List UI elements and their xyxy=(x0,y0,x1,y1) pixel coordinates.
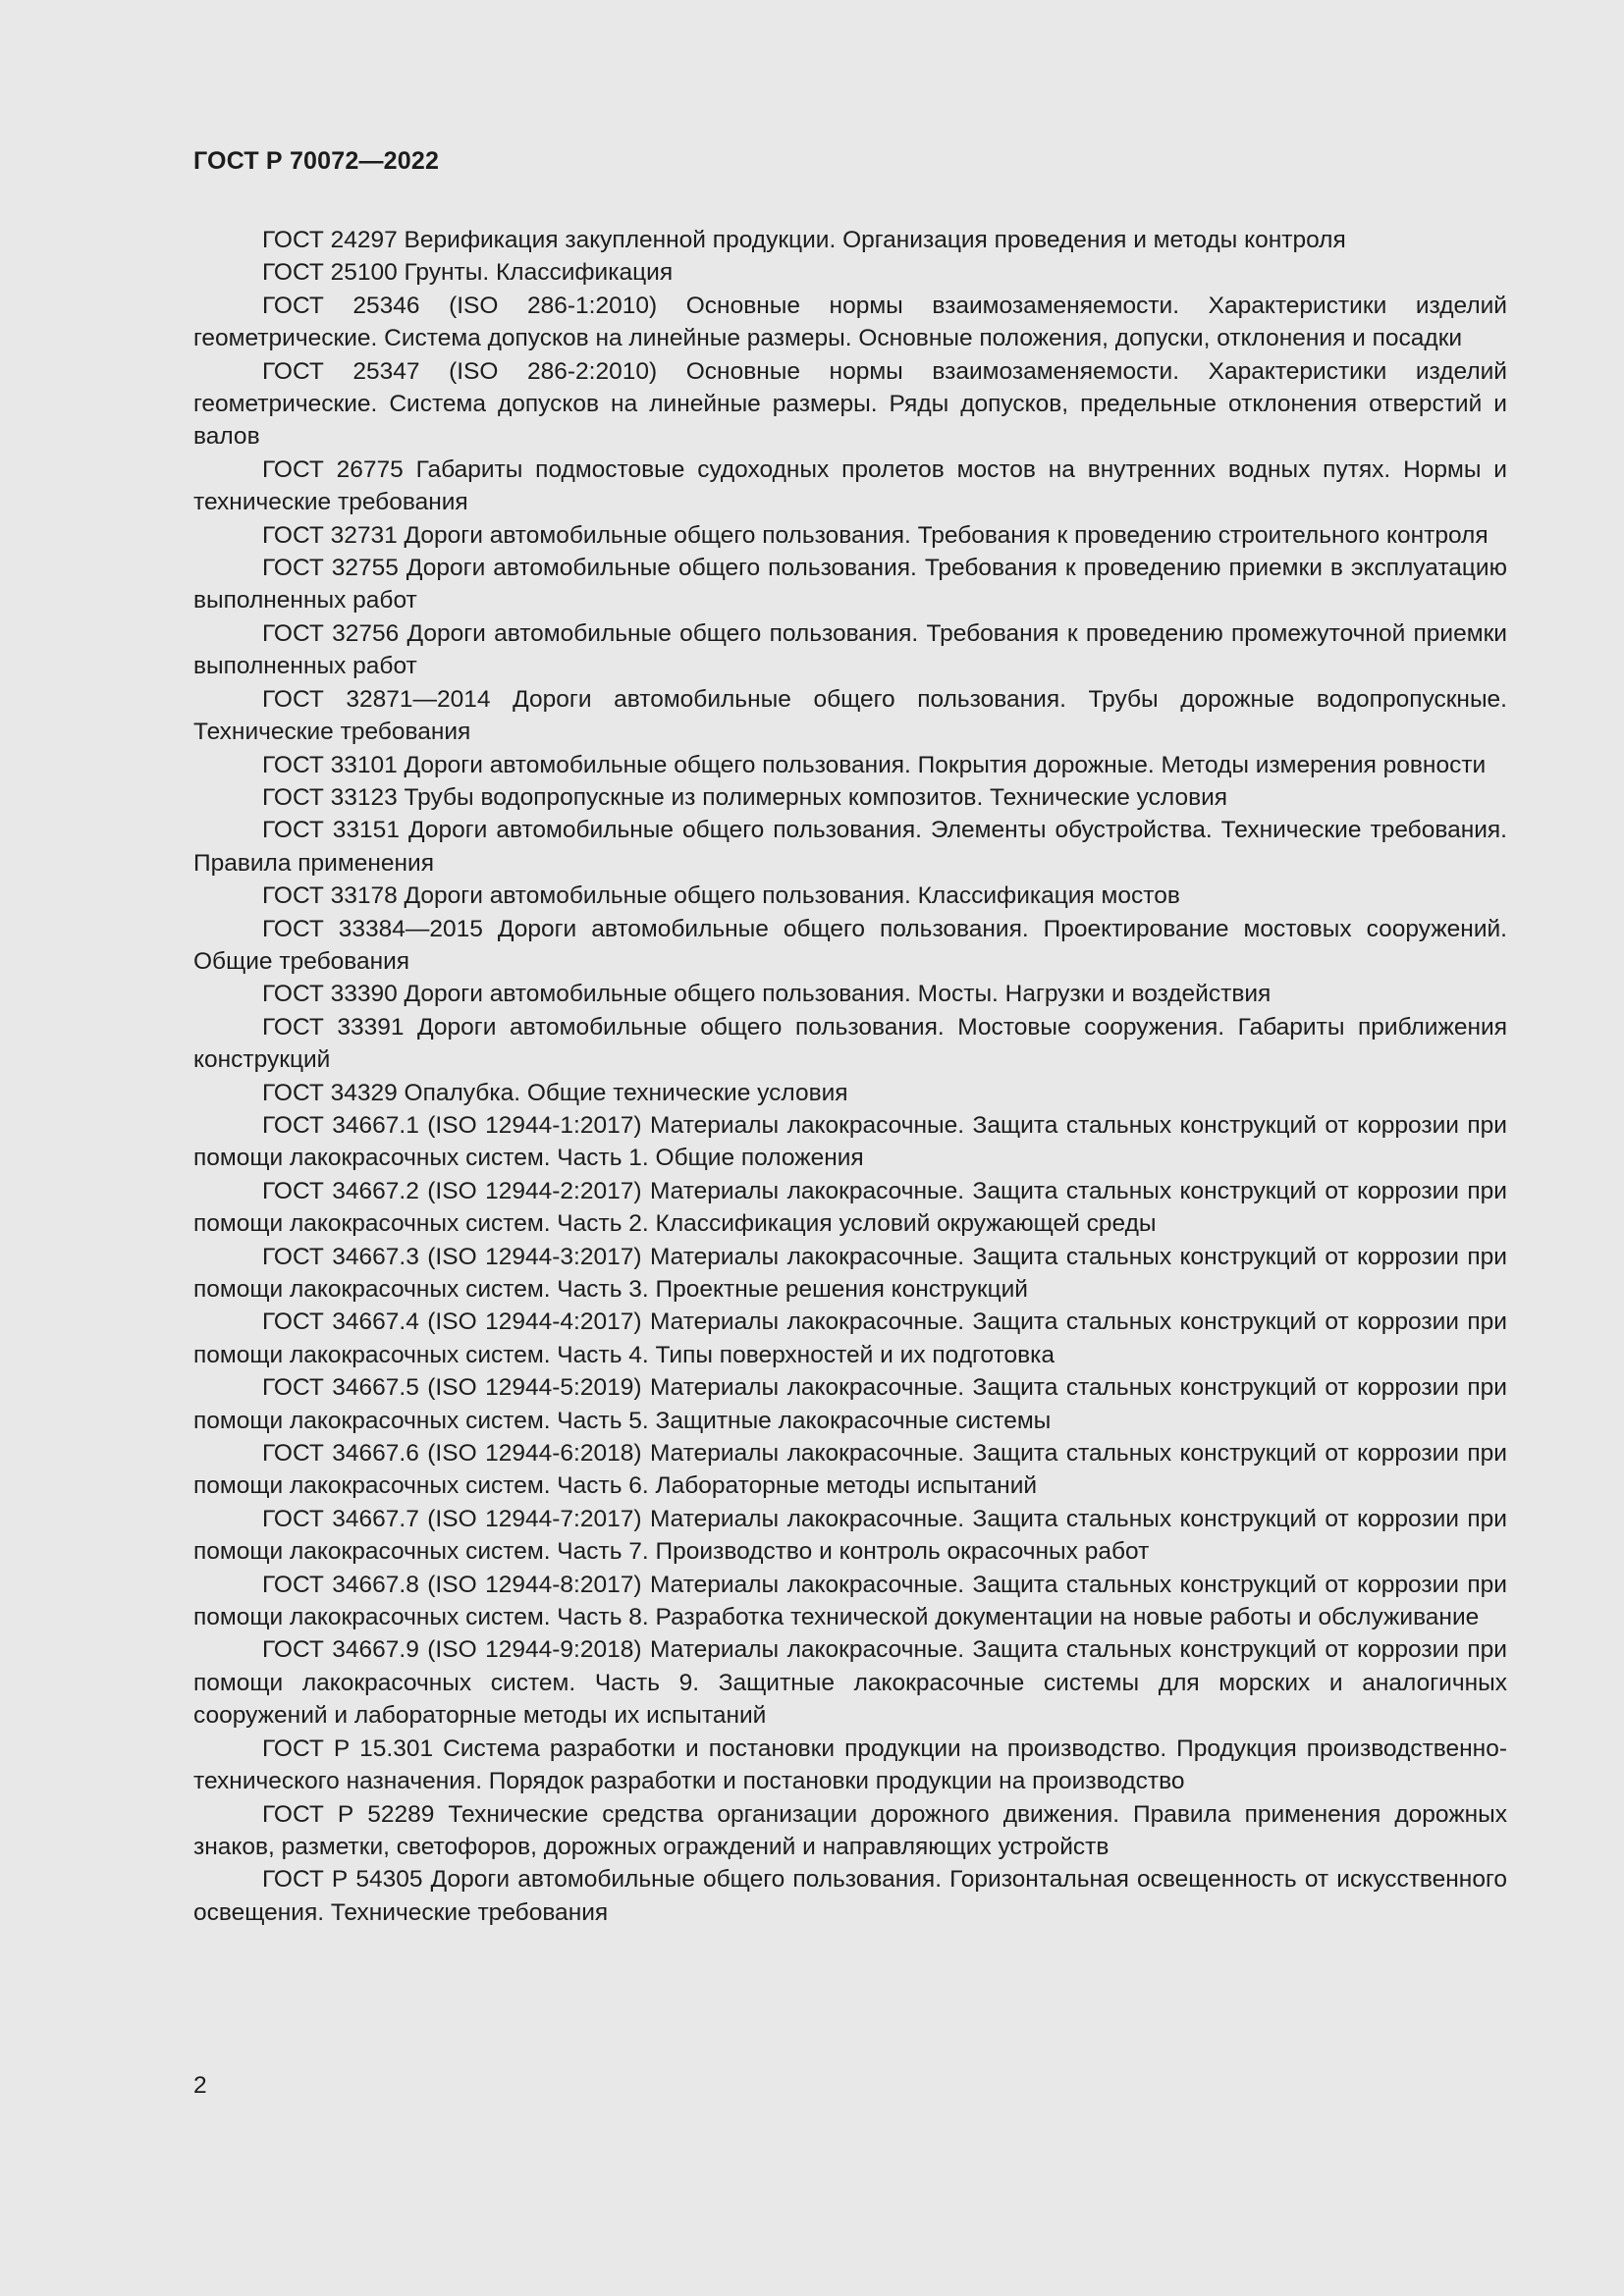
reference-item: ГОСТ 32871—2014 Дороги автомобильные общего пользования. Трубы дорожные водопропускные. Технические требования xyxy=(193,685,1507,746)
reference-item: ГОСТ 33101 Дороги автомобильные общего пользования. Покрытия дорожные. Методы измерения ровности xyxy=(262,751,1487,778)
reference-item: ГОСТ 25347 (ISO 286-2:2010) Основные нормы взаимозаменяемости. Характеристики изделий геометрические. Система допусков на линейные размеры. Ряды допусков, предельные отклонения отверстий и валов xyxy=(193,357,1507,451)
reference-item: ГОСТ 25346 (ISO 286-1:2010) Основные нормы взаимозаменяемости. Характеристики изделий геометрические. Система допусков на линейные размеры. Основные положения, допуски, отклонения и посадки xyxy=(193,292,1507,352)
reference-item: ГОСТ 34667.5 (ISO 12944-5:2019) Материалы лакокрасочные. Защита стальных конструкций от коррозии при помощи лакокрасочных систем. Часть 5. Защитные лакокрасочные системы xyxy=(193,1374,1507,1434)
reference-item: ГОСТ 33123 Трубы водопропускные из полимерных композитов. Технические условия xyxy=(262,783,1228,811)
reference-item: ГОСТ 33151 Дороги автомобильные общего пользования. Элементы обустройства. Технические требования. Правила применения xyxy=(193,817,1507,877)
normative-references-list xyxy=(193,224,1507,1929)
reference-item: ГОСТ 34667.8 (ISO 12944-8:2017) Материалы лакокрасочные. Защита стальных конструкций от коррозии при помощи лакокрасочных систем. Часть 8. Разработка технической документации на новые работы и обслуживание xyxy=(193,1571,1507,1631)
reference-item: ГОСТ 32755 Дороги автомобильные общего пользования. Требования к проведению приемки в эксплуатацию выполненных работ xyxy=(193,555,1507,614)
reference-item: ГОСТ 26775 Габариты подмостовые судоходных пролетов мостов на внутренних водных путях. Нормы и технические требования xyxy=(193,455,1507,516)
reference-item: ГОСТ 34667.2 (ISO 12944-2:2017) Материалы лакокрасочные. Защита стальных конструкций от коррозии при помощи лакокрасочных систем. Часть 2. Классификация условий окружающей среды xyxy=(193,1177,1507,1238)
reference-item: ГОСТ 33390 Дороги автомобильные общего пользования. Мосты. Нагрузки и воздействия xyxy=(262,981,1272,1008)
reference-item: ГОСТ 32731 Дороги автомобильные общего пользования. Требования к проведению строительного контроля xyxy=(262,521,1489,549)
reference-item: ГОСТ 34667.7 (ISO 12944-7:2017) Материалы лакокрасочные. Защита стальных конструкций от коррозии при помощи лакокрасочных систем. Часть 7. Производство и контроль окрасочных работ xyxy=(193,1505,1507,1566)
reference-item: ГОСТ 32756 Дороги автомобильные общего пользования. Требования к проведению промежуточной приемки выполненных работ xyxy=(193,619,1507,680)
reference-item: ГОСТ 24297 Верификация закупленной продукции. Организация проведения и методы контроля xyxy=(262,227,1346,253)
document-code-header: ГОСТ Р 70072—2022 xyxy=(193,147,440,175)
page-number: 2 xyxy=(193,2072,207,2099)
reference-item: ГОСТ 34667.9 (ISO 12944-9:2018) Материалы лакокрасочные. Защита стальных конструкций от коррозии при помощи лакокрасочных систем. Часть 9. Защитные лакокрасочные системы для морских и аналогичных сооружений и лабораторные методы их испытаний xyxy=(193,1636,1507,1730)
reference-item: ГОСТ 25100 Грунты. Классификация xyxy=(262,259,674,287)
reference-item: ГОСТ Р 15.301 Система разработки и постановки продукции на производство. Продукция производственно-технического назначения. Порядок разработки и постановки продукции на производство xyxy=(193,1735,1507,1795)
reference-item: ГОСТ 33384—2015 Дороги автомобильные общего пользования. Проектирование мостовых сооружений. Общие требования xyxy=(193,915,1507,975)
reference-item: ГОСТ 33178 Дороги автомобильные общего пользования. Классификация мостов xyxy=(262,882,1180,910)
reference-item: ГОСТ Р 52289 Технические средства организации дорожного движения. Правила применения дорожных знаков, разметки, светофоров, дорожных ограждений и направляющих устройств xyxy=(193,1800,1507,1860)
reference-item: ГОСТ 33391 Дороги автомобильные общего пользования. Мостовые сооружения. Габариты приближения конструкций xyxy=(193,1013,1507,1074)
reference-item: ГОСТ 34667.6 (ISO 12944-6:2018) Материалы лакокрасочные. Защита стальных конструкций от коррозии при помощи лакокрасочных систем. Часть 6. Лабораторные методы испытаний xyxy=(193,1440,1507,1500)
reference-item: ГОСТ Р 54305 Дороги автомобильные общего пользования. Горизонтальная освещенность от искусственного освещения. Технические требования xyxy=(193,1866,1507,1926)
reference-item: ГОСТ 34667.4 (ISO 12944-4:2017) Материалы лакокрасочные. Защита стальных конструкций от коррозии при помощи лакокрасочных систем. Часть 4. Типы поверхностей и их подготовка xyxy=(193,1308,1507,1368)
reference-item: ГОСТ 34667.1 (ISO 12944-1:2017) Материалы лакокрасочные. Защита стальных конструкций от коррозии при помощи лакокрасочных систем. Часть 1. Общие положения xyxy=(193,1111,1507,1172)
reference-item: ГОСТ 34329 Опалубка. Общие технические условия xyxy=(262,1079,848,1106)
reference-item: ГОСТ 34667.3 (ISO 12944-3:2017) Материалы лакокрасочные. Защита стальных конструкций от коррозии при помощи лакокрасочных систем. Часть 3. Проектные решения конструкций xyxy=(193,1243,1507,1303)
